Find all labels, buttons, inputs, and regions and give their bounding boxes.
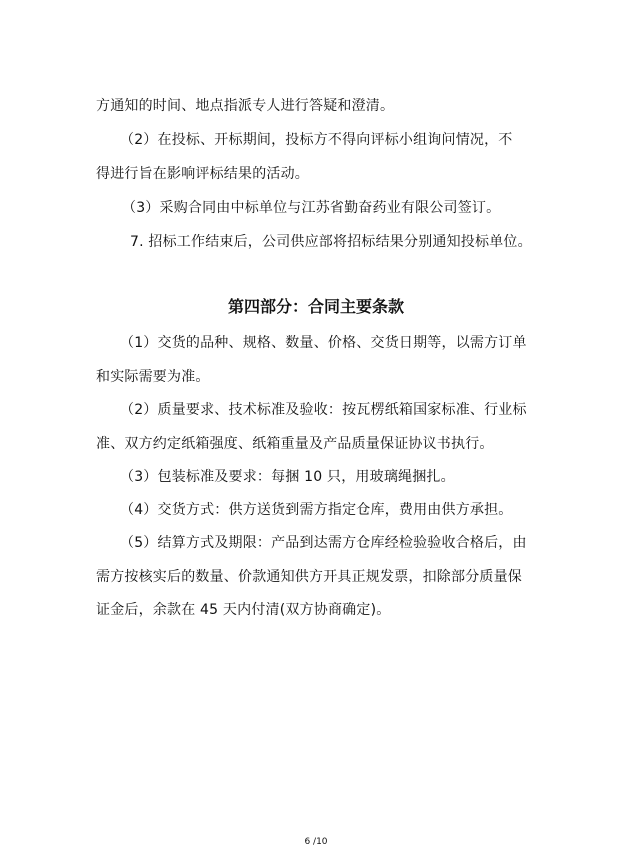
paragraph-line: 证金后，余款在 45 天内付清(双方协商确定)。 bbox=[96, 602, 391, 618]
paragraph-line: 7. 招标工作结束后，公司供应部将招标结果分别通知投标单位。 bbox=[130, 234, 532, 250]
paragraph-line: （3）采购合同由中标单位与江苏省勤奋药业有限公司签订。 bbox=[122, 200, 501, 216]
paragraph-line: （4）交货方式：供方送货到需方指定仓库，费用由供方承担。 bbox=[120, 502, 513, 518]
paragraph-line: 需方按核实后的数量、价款通知供方开具正规发票，扣除部分质量保 bbox=[96, 569, 522, 585]
paragraph-line: （2）在投标、开标期间，投标方不得向评标小组询问情况，不 bbox=[120, 132, 513, 148]
paragraph-line: （2）质量要求、技术标准及验收：按瓦楞纸箱国家标准、行业标 bbox=[120, 402, 527, 418]
paragraph-line: 得进行旨在影响评标结果的活动。 bbox=[96, 166, 309, 182]
paragraph-line: 准、双方约定纸箱强度、纸箱重量及产品质量保证协议书执行。 bbox=[96, 436, 494, 452]
page-number: 6 /10 bbox=[304, 837, 328, 847]
paragraph-line: （5）结算方式及期限：产品到达需方仓库经检验验收合格后，由 bbox=[120, 535, 527, 551]
paragraph-line: 方通知的时间、地点指派专人进行答疑和澄清。 bbox=[96, 98, 395, 114]
paragraph-line: 和实际需要为准。 bbox=[96, 369, 210, 385]
paragraph-line: （3）包装标准及要求：每捆 10 只，用玻璃绳捆扎。 bbox=[120, 469, 455, 485]
section-heading: 第四部分：合同主要条款 bbox=[227, 297, 404, 316]
paragraph-line: （1）交货的品种、规格、数量、价格、交货日期等，以需方订单 bbox=[120, 335, 527, 351]
